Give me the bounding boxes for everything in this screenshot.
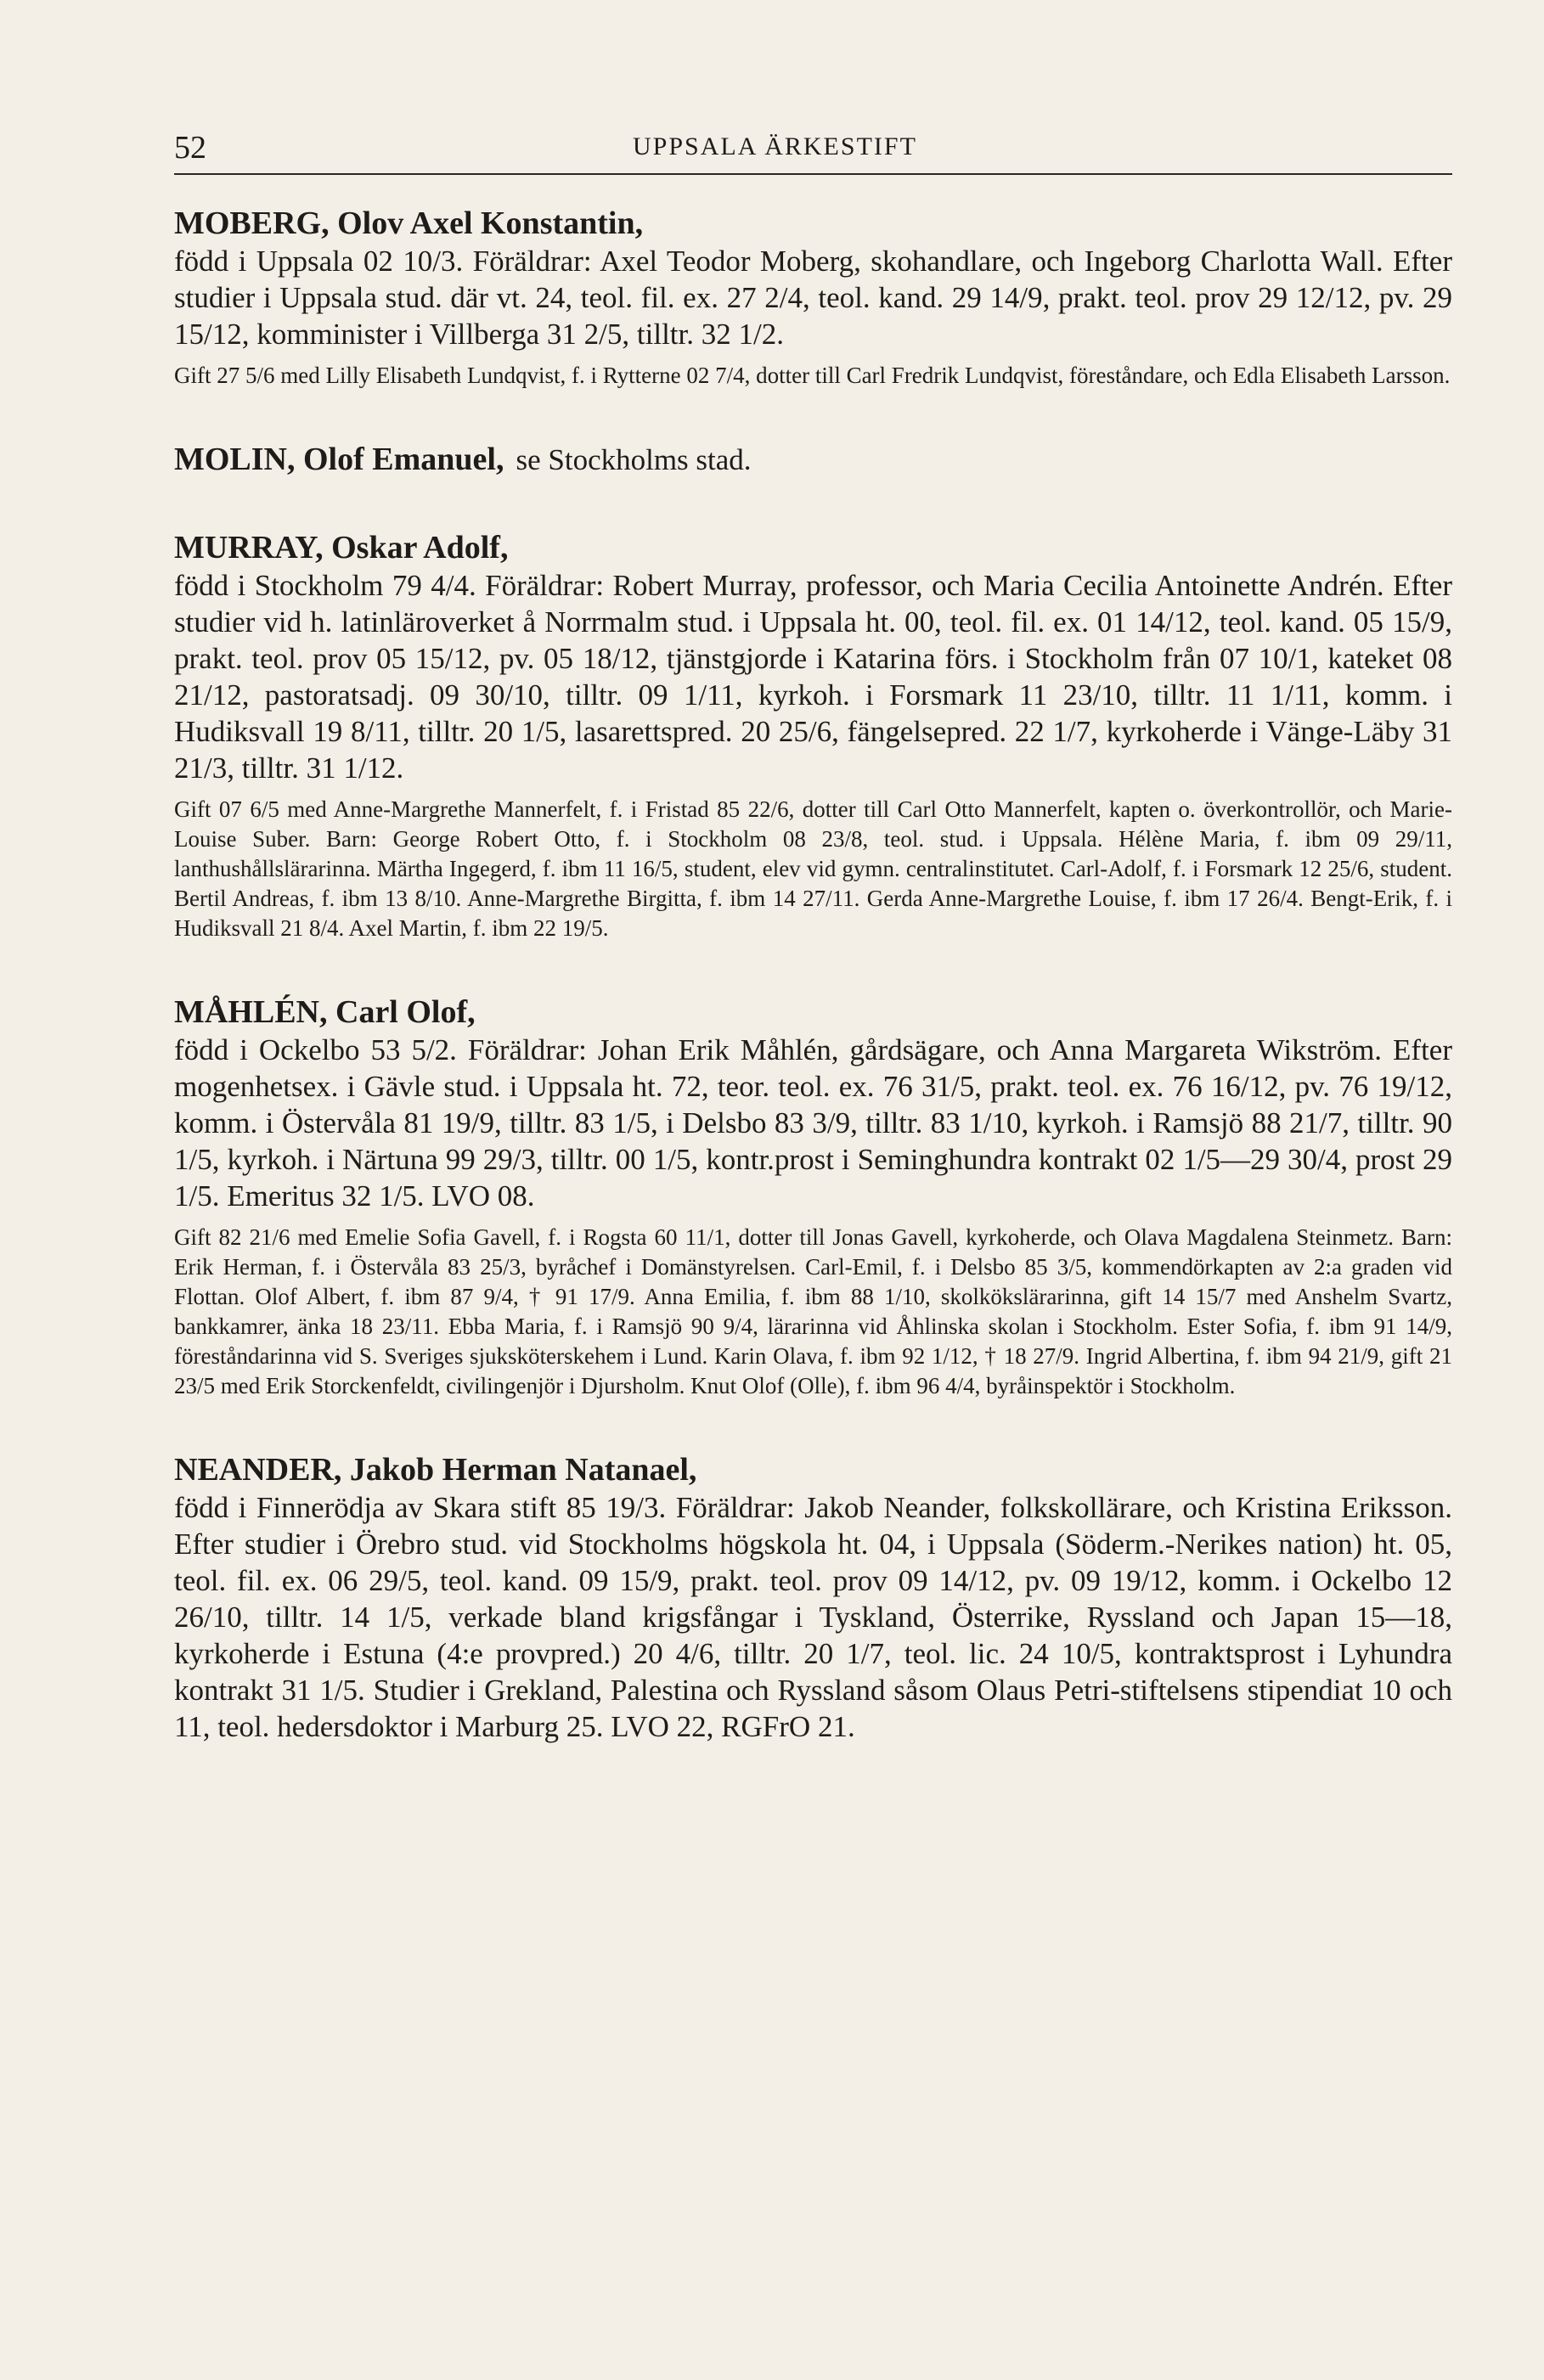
biography-entry-molin [174, 440, 1452, 479]
entries [174, 204, 1452, 1745]
entry-name: MOBERG, Olov Axel Konstantin, [174, 205, 644, 241]
entry-name: MÅHLÉN, Carl Olof, [174, 994, 476, 1030]
entry-name: NEANDER, Jakob Herman Natanael, [174, 1452, 697, 1488]
entry-name: MOLIN, Olof Emanuel, [174, 442, 504, 477]
entry-family-note: Gift 82 21/6 med Emelie Sofia Gavell, f. i Rogsta 60 11/1, dotter till Jonas Gavell, kyrkoherde, och Olava Magdalena Steinmetz. Barn: Erik Herman, f. i Östervåla 83 25/3, byråchef i Domänstyrelsen. Carl-Emil, f. i Delsbo 85 3/5, kommendörkapten av 2:a graden vid Flottan. Olof Albert, f. ibm 87 9/4, † 91 17/9. Anna Emilia, f. ibm 88 1/10, skolkökslärarinna, gift 14 15/7 med Anshelm Svartz, bankkamrer, änka 18 23/11. Ebba Maria, f. i Ramsjö 90 9/4, lärarinna vid Åhlinska skolan i Stockholm. Ester Sofia, f. ibm 91 14/9, föreståndarinna vid S. Sveriges sjuksköterskehem i Lund. Karin Olava, f. ibm 92 1/12, † 18 27/9. Ingrid Albertina, f. ibm 94 21/9, gift 21 23/5 med Erik Storckenfeldt, civilingenjör i Djursholm. Knut Olof (Olle), f. ibm 96 4/4, byråinspektör i Stockholm. [174, 1224, 1452, 1398]
page-number: 52 [174, 130, 206, 166]
entry-body: född i Finnerödja av Skara stift 85 19/3. Föräldrar: Jakob Neander, folkskollärare, och Kristina Eriksson. Efter studier i Örebro stud. vid Stockholms högskola ht. 04, i Uppsala (Söderm.-Nerikes nation) ht. 05, teol. fil. ex. 06 29/5, teol. kand. 09 15/9, prakt. teol. prov 09 14/12, pv. 09 19/12, komm. i Ockelbo 12 26/10, tilltr. 14 1/5, verkade bland krigsfångar i Tyskland, Österrike, Ryssland och Japan 15—18, kyrkoherde i Estuna (4:e provpred.) 20 4/6, tilltr. 20 1/7, teol. lic. 24 10/5, kontraktsprost i Lyhundra kontrakt 31 1/5. Studier i Grekland, Palestina och Ryssland såsom Olaus Petri-stiftelsens stipendiat 10 och 11, teol. hedersdoktor i Marburg 25. LVO 22, RGFrO 21. [174, 1491, 1452, 1743]
entry-cross-reference: se Stockholms stad. [516, 443, 752, 476]
biography-entry-neander [174, 1450, 1452, 1745]
entry-body: född i Ockelbo 53 5/2. Föräldrar: Johan Erik Måhlén, gårdsägare, och Anna Margareta Wikström. Efter mogenhetsex. i Gävle stud. i Uppsala ht. 72, teor. teol. ex. 76 31/5, prakt. teol. ex. 76 16/12, pv. 76 19/12, komm. i Östervåla 81 19/9, tilltr. 83 1/5, i Delsbo 83 3/9, tilltr. 83 1/10, kyrkoh. i Ramsjö 88 21/7, tilltr. 90 1/5, kyrkoh. i Närtuna 99 29/3, tilltr. 00 1/5, kontr.prost i Seminghundra kontrakt 02 1/5—29 30/4, prost 29 1/5. Emeritus 32 1/5. LVO 08. [174, 1033, 1452, 1213]
running-title: UPPSALA ÄRKESTIFT [633, 132, 917, 160]
entry-family-note: Gift 27 5/6 med Lilly Elisabeth Lundqvist, f. i Rytterne 02 7/4, dotter till Carl Fredrik Lundqvist, föreståndare, och Edla Elisabeth Larsson. [174, 363, 1451, 388]
biography-entry-moberg [174, 204, 1452, 391]
entry-body: född i Stockholm 79 4/4. Föräldrar: Robert Murray, professor, och Maria Cecilia Antoinette Andrén. Efter studier vid h. latinläroverket å Norrmalm stud. i Uppsala ht. 00, teol. fil. ex. 01 14/12, teol. kand. 05 15/9, prakt. teol. prov 05 15/12, pv. 05 18/12, tjänstgjorde i Katarina förs. i Stockholm från 07 10/1, kateket 08 21/12, pastoratsadj. 09 30/10, tilltr. 09 1/11, kyrkoh. i Forsmark 11 23/10, tilltr. 11 1/11, komm. i Hudiksvall 19 8/11, tilltr. 20 1/5, lasarettspred. 20 25/6, fängelsepred. 22 1/7, kyrkoherde i Vänge-Läby 31 21/3, tilltr. 31 1/12. [174, 569, 1452, 785]
entry-family-note: Gift 07 6/5 med Anne-Margrethe Mannerfelt, f. i Fristad 85 22/6, dotter till Carl Otto Mannerfelt, kapten o. överkontrollör, och Marie-Louise Suber. Barn: George Robert Otto, f. i Stockholm 08 23/8, teol. stud. i Uppsala. Hélène Maria, f. ibm 09 29/11, lanthushållslärarinna. Märtha Ingegerd, f. ibm 11 16/5, student, elev vid gymn. centralinstitutet. Carl-Adolf, f. i Forsmark 12 25/6, student. Bertil Andreas, f. ibm 13 8/10. Anne-Margrethe Birgitta, f. ibm 14 27/11. Gerda Anne-Margrethe Louise, f. ibm 17 26/4. Bengt-Erik, f. i Hudiksvall 21 8/4. Axel Martin, f. ibm 22 19/5. [174, 796, 1452, 941]
biography-entry-mahlen [174, 993, 1452, 1401]
entry-name: MURRAY, Oskar Adolf, [174, 530, 509, 565]
entry-body: född i Uppsala 02 10/3. Föräldrar: Axel Teodor Moberg, skohandlare, och Ingeborg Charlotta Wall. Efter studier i Uppsala stud. där vt. 24, teol. fil. ex. 27 2/4, teol. kand. 29 14/9, prakt. teol. prov 29 12/12, pv. 29 15/12, komminister i Villberga 31 2/5, tilltr. 32 1/2. [174, 245, 1452, 351]
page-header [174, 129, 1452, 175]
biography-entry-murray [174, 528, 1452, 943]
